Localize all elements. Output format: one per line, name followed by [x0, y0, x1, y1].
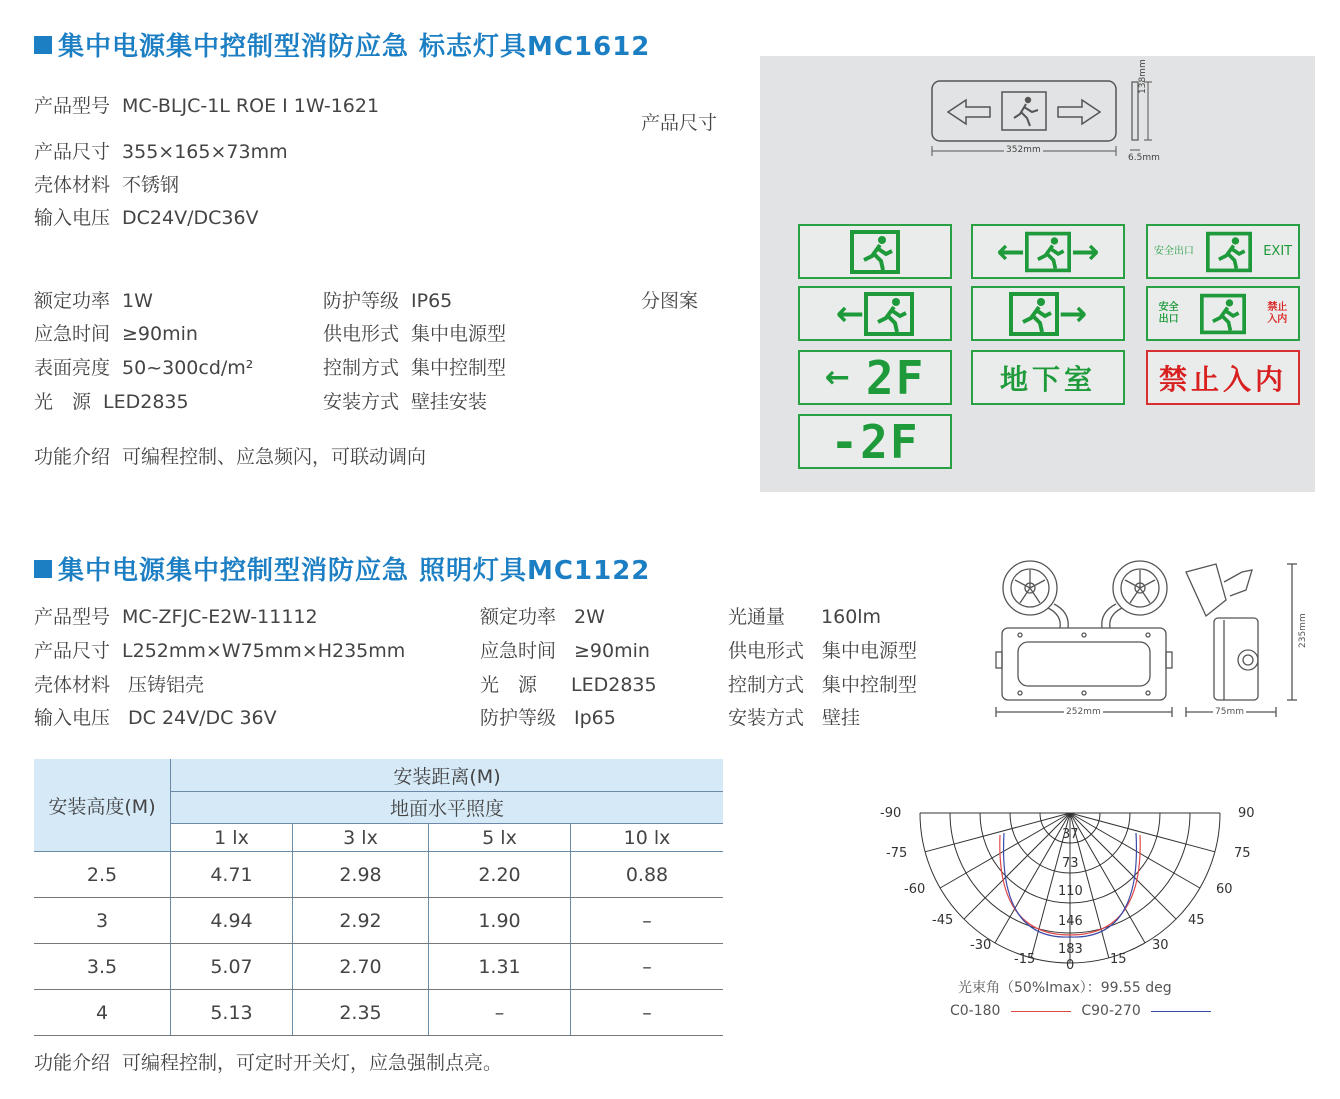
- arrow-left-icon: ←: [835, 293, 865, 334]
- lamp-dimension-drawing: [990, 560, 1310, 725]
- sign-exit-left: [798, 286, 952, 341]
- spec2-light-source: 光 源 LED2835: [480, 674, 657, 696]
- table-col-header: 1 lx: [171, 824, 293, 852]
- running-man-icon: [864, 292, 914, 336]
- spec2-material: 壳体材料 压铸铝壳: [34, 674, 205, 696]
- polar-spoke: [1070, 813, 1176, 919]
- section1-title: 集中电源集中控制型消防应急 标志灯具MC1612: [34, 26, 650, 63]
- spec-voltage: 输入电压 DC24V/DC36V: [34, 207, 259, 229]
- polar-angle-label: 30: [1152, 938, 1169, 953]
- arrow-left-icon: ←: [996, 231, 1025, 272]
- legend-c90-line: [1151, 1011, 1211, 1012]
- label-patterns: 分图案: [641, 290, 699, 312]
- beam-angle-label: 光束角（50%Imax）：99.55 deg: [958, 980, 1172, 996]
- spec2-size: 产品尺寸 L252mm×W75mm×H235mm: [34, 640, 406, 662]
- sign-exit-man: [798, 224, 952, 279]
- dim-depth: 6.5mm: [1128, 153, 1160, 163]
- dim-height: 138mm: [1138, 59, 1148, 94]
- sign-exit-en: 安全出口 EXIT: [1146, 224, 1300, 279]
- spec-install: 安装方式 壁挂安装: [323, 391, 488, 413]
- spec-size: 产品尺寸 355×165×73mm: [34, 141, 288, 163]
- spec2-luminous-flux: 光通量 160lm: [728, 606, 882, 628]
- lamp-dim-depth: 75mm: [1215, 707, 1244, 717]
- running-man-icon: [1206, 230, 1252, 274]
- arrow-right-icon: →: [1058, 293, 1088, 334]
- table-row: 3 4.94 2.92 1.90 –: [34, 898, 723, 944]
- polar-radial-label: 183: [1058, 942, 1083, 957]
- running-man-icon: [1200, 292, 1246, 336]
- polar-angle-label: 0: [1066, 958, 1075, 973]
- install-distance-table: [34, 759, 723, 1036]
- table-col-header: 5 lx: [429, 824, 571, 852]
- spec-function: 功能介绍 可编程控制、应急频闪，可联动调向: [34, 446, 427, 468]
- polar-angle-label: 15: [1110, 952, 1127, 967]
- dim-width: 352mm: [1006, 145, 1041, 155]
- spec2-protection: 防护等级 Ip65: [480, 707, 616, 729]
- sign-exit-right: [971, 286, 1125, 341]
- arrow-left-icon: ←: [824, 360, 850, 395]
- spec-protection: 防护等级 IP65: [323, 290, 453, 312]
- legend-c0-line: [1011, 1011, 1071, 1012]
- spec2-model: 产品型号 MC-ZFJC-E2W-11112: [34, 606, 318, 628]
- spec-power: 额定功率 1W: [34, 290, 153, 312]
- polar-angle-label: -30: [970, 938, 992, 953]
- running-man-icon: [1009, 292, 1059, 336]
- polar-angle-label: -75: [886, 846, 908, 861]
- spec-light-source: 光 源 LED2835: [34, 391, 189, 413]
- spec2-install: 安装方式 壁挂: [728, 707, 861, 729]
- polar-radial-label: 146: [1058, 914, 1083, 929]
- polar-spoke: [1070, 813, 1215, 852]
- legend-c0-label: C0-180: [950, 1003, 1001, 1019]
- table-group-header: 安装距离(M): [171, 759, 724, 792]
- sign-exit-no-entry: 安全 出口 禁止 入内: [1146, 286, 1300, 341]
- table-row: 4 5.13 2.35 – –: [34, 990, 723, 1036]
- running-man-icon: [850, 230, 900, 274]
- arrow-right-icon: →: [1071, 231, 1100, 272]
- spec-control: 控制方式 集中控制型: [323, 357, 507, 379]
- section2-title: 集中电源集中控制型消防应急 照明灯具MC1122: [34, 550, 650, 587]
- polar-angle-label: -15: [1014, 952, 1036, 967]
- sign-exit-both-arrows: [971, 224, 1125, 279]
- spec-material: 壳体材料 不锈钢: [34, 174, 180, 196]
- spec-brightness: 表面亮度 50~300cd/m²: [34, 357, 254, 379]
- sign-no-entry: 禁止入内: [1146, 350, 1300, 405]
- table-row-header: 安装高度(M): [34, 759, 171, 852]
- spec2-voltage: 输入电压 DC 24V/DC 36V: [34, 707, 277, 729]
- legend-c90-label: C90-270: [1081, 1003, 1141, 1019]
- table-col-header: 10 lx: [571, 824, 724, 852]
- table-row: 2.5 4.71 2.98 2.20 0.88: [34, 852, 723, 898]
- table-sub-header: 地面水平照度: [171, 792, 724, 824]
- running-man-icon: [1025, 230, 1071, 274]
- spec2-supply: 供电形式 集中电源型: [728, 640, 918, 662]
- polar-angle-label: 45: [1188, 913, 1205, 928]
- polar-radial-label: 73: [1062, 856, 1079, 871]
- lamp-dim-height: 235mm: [1298, 613, 1308, 648]
- spec-emergency-time: 应急时间 ≥90min: [34, 323, 198, 345]
- table-col-header: 3 lx: [293, 824, 429, 852]
- spec2-power: 额定功率 2W: [480, 606, 605, 628]
- spec2-emergency-time: 应急时间 ≥90min: [480, 640, 650, 662]
- title-square-icon: [34, 36, 52, 54]
- spec2-function: 功能介绍 可编程控制，可定时开关灯，应急强制点亮。: [34, 1052, 503, 1074]
- sign-panel: [760, 56, 1315, 492]
- polar-angle-label: 60: [1216, 882, 1233, 897]
- sign-floor-minus-2f: -2F: [798, 414, 952, 469]
- polar-angle-label: -45: [932, 913, 954, 928]
- spec2-control: 控制方式 集中控制型: [728, 674, 918, 696]
- table-row: 3.5 5.07 2.70 1.31 –: [34, 944, 723, 990]
- polar-angle-label: 75: [1234, 846, 1251, 861]
- spec-model: 产品型号 MC-BLJC-1L ROE I 1W-1621: [34, 95, 380, 117]
- title-square-icon: [34, 560, 52, 578]
- legend: [950, 1003, 1217, 1019]
- lamp-dim-width: 252mm: [1066, 707, 1101, 717]
- sign-basement: 地下室: [971, 350, 1125, 405]
- sign-floor-2f-left: ← 2F: [798, 350, 952, 405]
- polar-angle-label: 90: [1238, 806, 1255, 821]
- polar-angle-label: -90: [880, 806, 902, 821]
- polar-radial-label: 37: [1062, 827, 1079, 842]
- spec-supply: 供电形式 集中电源型: [323, 323, 507, 345]
- polar-spoke: [925, 813, 1070, 852]
- polar-spoke: [964, 813, 1070, 919]
- polar-angle-label: -60: [904, 882, 926, 897]
- polar-radial-label: 110: [1058, 884, 1083, 899]
- label-product-size: 产品尺寸: [641, 112, 718, 134]
